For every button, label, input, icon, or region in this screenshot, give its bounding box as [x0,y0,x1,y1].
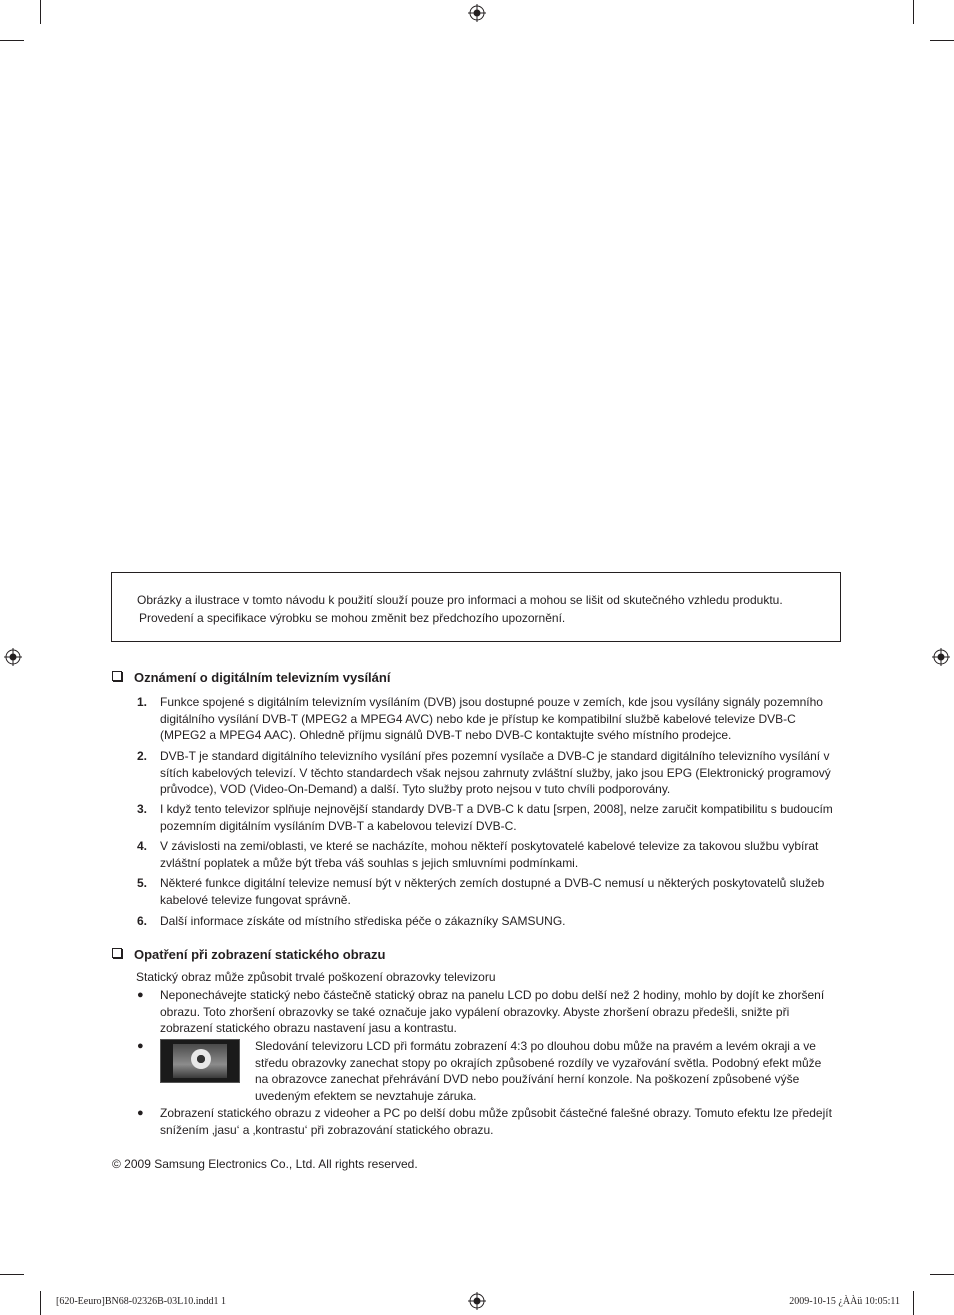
item-text: Další informace získáte od místního střediska péče o zákazníky SAMSUNG. [160,914,566,928]
item-text: Funkce spojené s digitálním televizním vysíláním (DVB) jsou dostupné pouze v zemích, kde jsou vysílány signály pozemního digitálního vysílání DVB-T (MPEG2 a MPEG4 AVC) nebo kde je přístup ke kompatibilní službě kabelové televize DVB-C (MPEG2 a MPEG4 AAC). Ohledně příjmu signálů DVB-T nebo DVB-C kontaktujte svého místního prodejce. [160,695,823,742]
crop-mark [0,1274,24,1275]
footer-file-info: [620-Eeuro]BN68-02326B-03L10.indd1 1 [56,1296,226,1307]
section-title: Opatření při zobrazení statického obrazu [134,947,386,962]
list-item [137,838,837,871]
list-item [137,875,837,908]
notice-line: Provedení a specifikace výrobku se mohou změnit bez předchozího upozornění. [139,611,566,625]
item-number: 6. [137,914,148,928]
list-item [137,748,837,798]
list-item [137,801,837,834]
footer-timestamp: 2009-10-15 ¿ÀÀü 10:05:11 [789,1296,900,1307]
copyright-notice: © 2009 Samsung Electronics Co., Ltd. All rights reserved. [112,1157,418,1171]
bullet-item [137,987,837,1037]
list-item [137,694,837,744]
crop-mark [930,1274,954,1275]
notice-line: Obrázky a ilustrace v tomto návodu k použití slouží pouze pro informaci a mohou se lišit od skutečného vzhledu produktu. [137,593,783,607]
bullet-dot-icon: ● [137,1040,144,1052]
bullet-text: Neponechávejte statický nebo částečně statický obraz na panelu LCD po dobu delší než 2 hodiny, mohlo by dojít ke zhoršení obrazu. Toto zhoršení obrazovky se také označuje jako vypálení obrazovky. Abyste zhoršení obrazu předešli, snižte při zobrazení statického obrazu nastavení jasu a kontrastu. [160,988,825,1035]
section-intro: Statický obraz může způsobit trvalé poškození obrazovky televizoru [136,970,496,984]
section-title: Oznámení o digitálním televizním vysílání [134,670,391,685]
item-text: I když tento televizor splňuje nejnovější standardy DVB-T a DVB-C k datu [srpen, 2008], nelze zaručit kompatibilitu s budoucím pozemním digitálním vysíláním DVB-T a kabelovou televizí DVB-C. [160,802,833,833]
bullet-dot-icon: ● [137,1107,144,1119]
item-number: 2. [137,749,148,763]
checkbox-bullet-icon [112,948,122,958]
registration-mark-icon [468,4,486,22]
notice-box [111,572,841,642]
tv-screen-image [160,1039,240,1083]
crop-mark [930,40,954,41]
crop-mark [913,1291,914,1315]
crop-mark [0,40,24,41]
item-number: 1. [137,695,148,709]
registration-mark-icon [4,648,22,666]
registration-mark-icon [932,648,950,666]
item-number: 4. [137,839,148,853]
section-heading [112,947,385,963]
crop-mark [913,0,914,24]
item-text: DVB-T je standard digitálního televizního vysílání přes pozemní vysílače a DVB-C je standard digitálního televizního vysílání v sítích kabelových televizí. V těchto standardech však nejsou zahrnuty zvláštní služby, jako jsou EPG (Elektronický programový průvodce), VOD (Video-On-Demand) a další. Tyto služby proto nejsou v tuto chvíli podporovány. [160,749,831,796]
crop-mark [40,1291,41,1315]
bullet-item [137,1038,837,1104]
bullet-dot-icon: ● [137,989,144,1001]
item-number: 5. [137,876,148,890]
list-item [137,913,837,930]
bullet-item [137,1105,837,1138]
item-number: 3. [137,802,148,816]
item-text: Některé funkce digitální televize nemusí být v některých zemích dostupné a DVB-C nemusí u některých poskytovatelů služeb kabelové televize fungovat správně. [160,876,825,907]
bullet-text: Sledování televizoru LCD při formátu zobrazení 4:3 po dlouhou dobu může na pravém a levém okraji a ve středu obrazovky zanechat stopy po okrajích způsobené rozdíly ve vyzařování světla. Podobný efekt může na obrazovce zanechat přehrávání DVD nebo používání herní konzole. Na poškození způsobené výše uvedeným efektem se nevztahuje záruka. [255,1039,822,1103]
checkbox-bullet-icon [112,671,122,681]
item-text: V závislosti na zemi/oblasti, ve které se nacházíte, mohou někteří poskytovatelé kabelové televize za takovou službu vybírat zvláštní poplatek a může být třeba váš souhlas s jejich smluvními podmínkami. [160,839,819,870]
bullet-text: Zobrazení statického obrazu z videoher a PC po delší dobu může způsobit částečné falešné obrazy. Tomuto efektu lze předejít snížením ‚jasu‘ a ‚kontrastu‘ při zobrazování statického obrazu. [160,1106,832,1137]
crop-mark [40,0,41,24]
section-heading [112,670,390,686]
registration-mark-icon [468,1292,486,1310]
